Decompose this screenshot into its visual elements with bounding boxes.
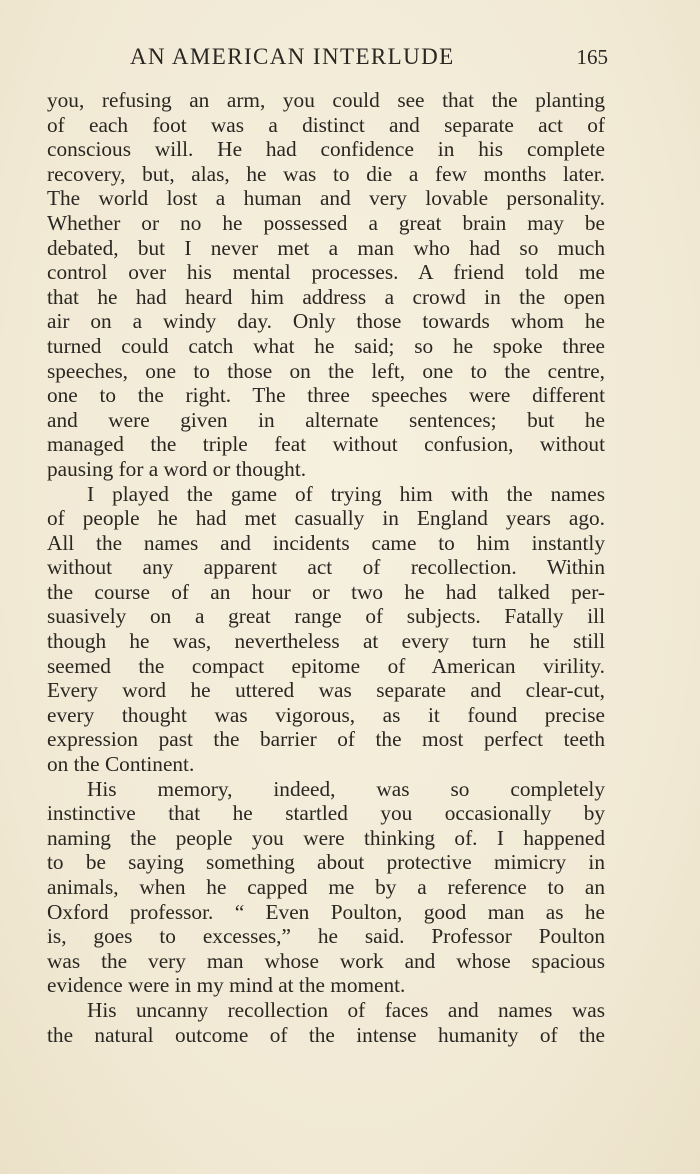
text-line: to be saying something about protective mimicry in bbox=[47, 850, 605, 875]
text-line: suasively on a great range of subjects. Fatally ill bbox=[47, 604, 605, 629]
text-line: I played the game of trying him with the names bbox=[87, 481, 605, 506]
text-line: is, goes to excesses,” he said. Professor Poulton bbox=[47, 924, 605, 949]
body-text bbox=[47, 88, 605, 1047]
text-line: air on a windy day. Only those towards whom he bbox=[47, 309, 605, 334]
text-line: though he was, nevertheless at every turn he still bbox=[47, 629, 605, 654]
text-line: turned could catch what he said; so he spoke three bbox=[47, 333, 605, 358]
text-line: every thought was vigorous, as it found precise bbox=[47, 702, 605, 727]
text-line: Whether or no he possessed a great brain may be bbox=[47, 210, 605, 235]
text-line: without any apparent act of recollection. Within bbox=[47, 555, 605, 580]
text-line: managed the triple feat without confusion, without bbox=[47, 432, 605, 457]
page-number: 165 bbox=[576, 45, 608, 69]
text-line: was the very man whose work and whose spacious bbox=[47, 948, 605, 973]
text-line: one to the right. The three speeches were different bbox=[47, 383, 605, 408]
text-line: control over his mental processes. A friend told me bbox=[47, 260, 605, 285]
running-head-title: AN AMERICAN INTERLUDE bbox=[130, 44, 455, 69]
text-line: the course of an hour or two he had talked per- bbox=[47, 579, 605, 604]
text-line: animals, when he capped me by a reference to an bbox=[47, 875, 605, 899]
text-line: Oxford professor. “ Even Poulton, good man as he bbox=[47, 899, 605, 924]
text-line: Every word he uttered was separate and clear-cut, bbox=[47, 678, 605, 703]
text-line: All the names and incidents came to him instantly bbox=[47, 530, 605, 555]
text-line: His memory, indeed, was so completely bbox=[87, 776, 605, 801]
text-line: His uncanny recollection of faces and names was bbox=[87, 997, 605, 1022]
text-line: the natural outcome of the intense humanity of the bbox=[47, 1022, 605, 1047]
text-line: seemed the compact epitome of American virility. bbox=[47, 653, 605, 678]
text-line: The world lost a human and very lovable personality. bbox=[47, 186, 605, 211]
text-line: and were given in alternate sentences; but he bbox=[47, 407, 605, 432]
text-line: speeches, one to those on the left, one to the centre, bbox=[47, 358, 605, 383]
text-line: conscious will. He had confidence in his complete bbox=[47, 137, 605, 162]
running-head bbox=[130, 44, 608, 74]
text-line: recovery, but, alas, he was to die a few months later. bbox=[47, 161, 605, 186]
text-line: pausing for a word or thought. bbox=[47, 456, 307, 481]
text-line: instinctive that he startled you occasionally by bbox=[47, 801, 605, 826]
text-line: on the Continent. bbox=[47, 752, 195, 777]
text-line: of each foot was a distinct and separate act of bbox=[47, 112, 605, 137]
text-line: you, refusing an arm, you could see that the planting bbox=[47, 88, 605, 112]
text-line: debated, but I never met a man who had so much bbox=[47, 235, 605, 260]
text-line: evidence were in my mind at the moment. bbox=[47, 973, 406, 998]
text-line: naming the people you were thinking of. I happened bbox=[47, 825, 605, 850]
text-line: expression past the barrier of the most perfect teeth bbox=[47, 727, 605, 752]
text-line: that he had heard him address a crowd in the open bbox=[47, 284, 605, 309]
text-line: of people he had met casually in England years ago. bbox=[47, 506, 605, 531]
